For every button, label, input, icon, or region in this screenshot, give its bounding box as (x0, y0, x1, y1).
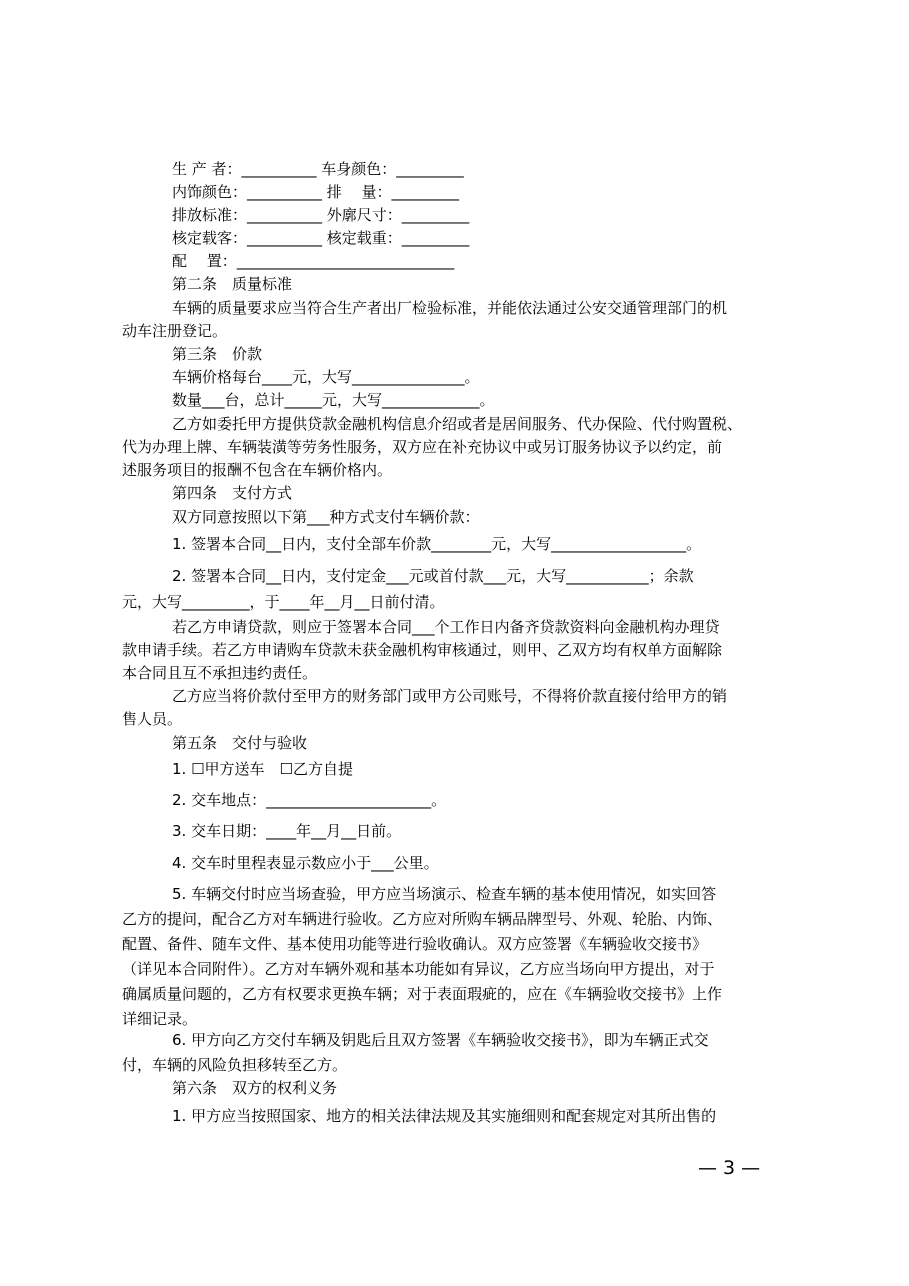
text-line: 代为办理上牌、车辆装潢等劳务性服务，双方应在补充协议中或另订服务协议予以约定，前 (122, 438, 723, 456)
text-line: 付，车辆的风险负担移转至乙方。 (122, 1056, 348, 1074)
section-heading: 第六条 双方的权利义务 (172, 1079, 338, 1097)
text-line: 2. 签署本合同__日内，支付定金___元或首付款___元，大写___________；余款 (172, 567, 694, 585)
text-line: 元，大写_________，于____年__月__日前付清。 (122, 593, 445, 611)
text-line: 生 产 者：__________ 车身颜色：_________ (172, 160, 464, 178)
text-line: 数量___台，总计_____元，大写_____________。 (172, 391, 495, 409)
text-line: 5. 车辆交付时应当场查验，甲方应当场演示、检查车辆的基本使用情况，如实回答 (172, 885, 717, 903)
text-line: 车辆的质量要求应当符合生产者出厂检验标准，并能依法通过公安交通管理部门的机 (172, 299, 728, 317)
text-line: 若乙方申请贷款，则应于签署本合同___个工作日内备齐贷款资料向金融机构办理贷 (172, 618, 720, 636)
section-heading: 第四条 支付方式 (172, 484, 293, 502)
text-line: 内饰颜色：__________ 排 量：_________ (172, 183, 460, 201)
section-heading: 第五条 交付与验收 (172, 734, 308, 752)
text-line: 配 置：_____________________________ (172, 252, 455, 270)
text-line: 本合同且互不承担违约责任。 (122, 664, 318, 682)
text-line: 详细记录。 (122, 1010, 198, 1028)
text-line: 1. 甲方应当按照国家、地方的相关法律法规及其实施细则和配套规定对其所出售的 (172, 1107, 717, 1125)
section-heading: 第三条 价款 (172, 345, 263, 363)
text-line: 乙方的提问，配合乙方对车辆进行验收。乙方应对所购车辆品牌型号、外观、轮胎、内饰、 (122, 910, 723, 928)
text-line: 车辆价格每台____元，大写_______________。 (172, 368, 480, 386)
text-line: 乙方如委托甲方提供贷款金融机构信息介绍或者是居间服务、代办保险、代付购置税、 (172, 415, 743, 433)
section-heading: 第二条 质量标准 (172, 275, 293, 293)
text-line: 配置、备件、随车文件、基本使用功能等进行验收确认。双方应签署《车辆验收交接书》 (122, 935, 708, 953)
text-line: 双方同意按照以下第___种方式支付车辆价款： (172, 508, 480, 526)
text-line: 2. 交车地点：______________________。 (172, 791, 447, 809)
text-line: 6. 甲方向乙方交付车辆及钥匙后且双方签署《车辆验收交接书》，即为车辆正式交 (172, 1031, 709, 1049)
text-line: 售人员。 (122, 710, 183, 728)
text-line: 动车注册登记。 (122, 322, 228, 340)
text-line: 3. 交车日期：____年__月__日前。 (172, 822, 402, 840)
text-line: 述服务项目的报酬不包含在车辆价格内。 (122, 461, 393, 479)
text-line: 乙方应当将价款付至甲方的财务部门或甲方公司账号，不得将价款直接付给甲方的销 (172, 687, 728, 705)
text-line: （详见本合同附件）。乙方对车辆外观和基本功能如有异议，乙方应当场向甲方提出，对于 (122, 960, 715, 978)
text-line: 款申请手续。若乙方申请购车贷款未获金融机构审核通过，则甲、乙双方均有权单方面解除 (122, 641, 723, 659)
text-line: 确属质量问题的，乙方有权要求更换车辆；对于表面瑕疵的，应在《车辆验收交接书》上作 (122, 985, 723, 1003)
text-line: 1. 签署本合同__日内，支付全部车价款________元，大写__________________。 (172, 535, 702, 553)
page-number: — 3 — (698, 1157, 761, 1179)
text-line: 1. ☐甲方送车 ☐乙方自提 (172, 760, 353, 778)
text-line: 核定载客：__________ 核定载重：_________ (172, 229, 470, 247)
text-line: 4. 交车时里程表显示数应小于___公里。 (172, 854, 439, 872)
text-line: 排放标准：__________ 外廓尺寸：_________ (172, 206, 470, 224)
